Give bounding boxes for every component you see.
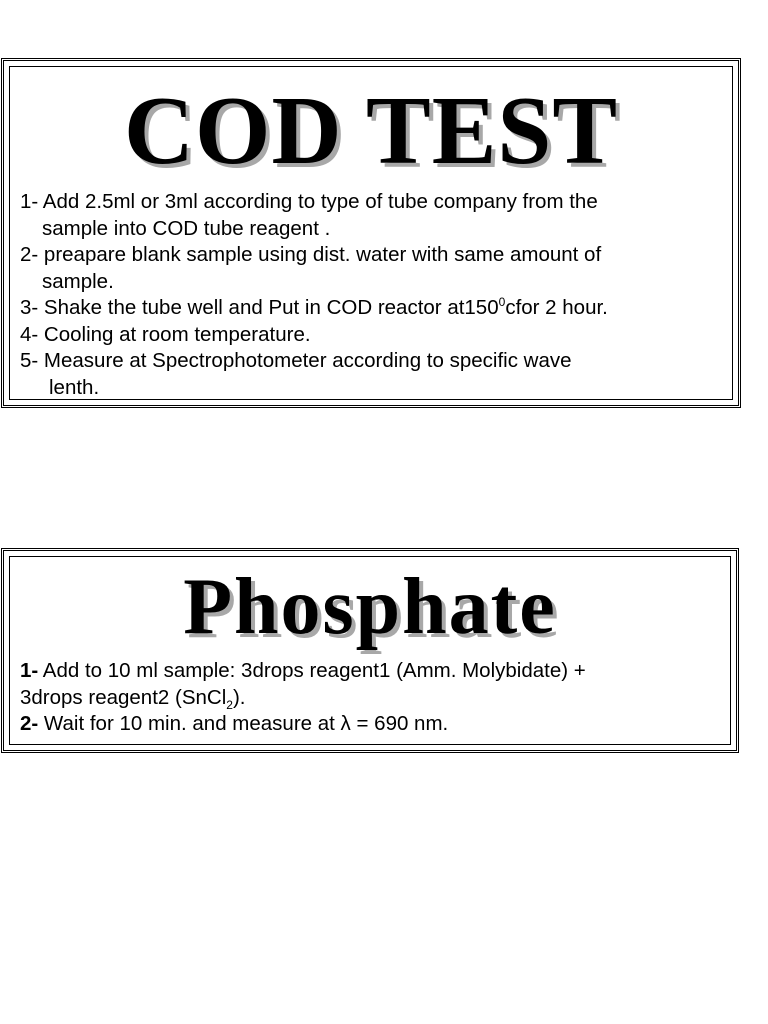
step-text: preapare blank sample using dist. water with same amount of [38,243,602,266]
step-text: Cooling at room temperature. [38,322,311,346]
step-text: Add to 10 ml sample: 3drops reagent1 (Amm. Molybidate) + [38,659,586,682]
step-text: Shake the tube well and Put in COD reactor at150 [38,296,499,319]
cod-step-1 [20,189,735,242]
cod-steps-list [20,189,735,401]
step-number: 2- [20,243,39,266]
step-text-continued: 3drops reagent2 (SnCl [20,685,227,709]
step-number: 4- [20,322,39,346]
cod-step-4 [20,322,735,349]
step-number: 5- [20,349,39,372]
step-number: 1- [20,659,39,682]
cod-step-3 [20,295,735,322]
step-text-continued: lenth. [49,375,100,399]
step-text: Measure at Spectrophotometer according to specific wave [38,349,572,372]
phosphate-step-2 [20,711,735,738]
step-text-continued: sample. [42,269,114,293]
step-text: Add 2.5ml or 3ml according to type of tube company from the [38,190,598,213]
cod-step-5 [20,348,735,401]
cod-test-card [1,58,741,408]
step-text-end: ). [232,685,246,709]
step-text-continued: sample into COD tube reagent . [42,216,331,240]
subscript: 2 [226,697,233,712]
cod-step-2 [20,242,735,295]
phosphate-step-1 [20,658,735,711]
phosphate-title: Phosphate [183,563,557,651]
cod-test-title: COD TEST [123,77,619,184]
step-number: 1- [20,190,39,213]
step-text: Wait for 10 min. and measure at λ = 690 nm. [38,712,449,735]
phosphate-steps-list [20,658,735,738]
step-number: 2- [20,712,39,735]
step-number: 3- [20,296,39,319]
phosphate-card [1,548,739,753]
degree-superscript: 0 [498,295,506,310]
step-text-end: cfor 2 hour. [505,296,608,319]
